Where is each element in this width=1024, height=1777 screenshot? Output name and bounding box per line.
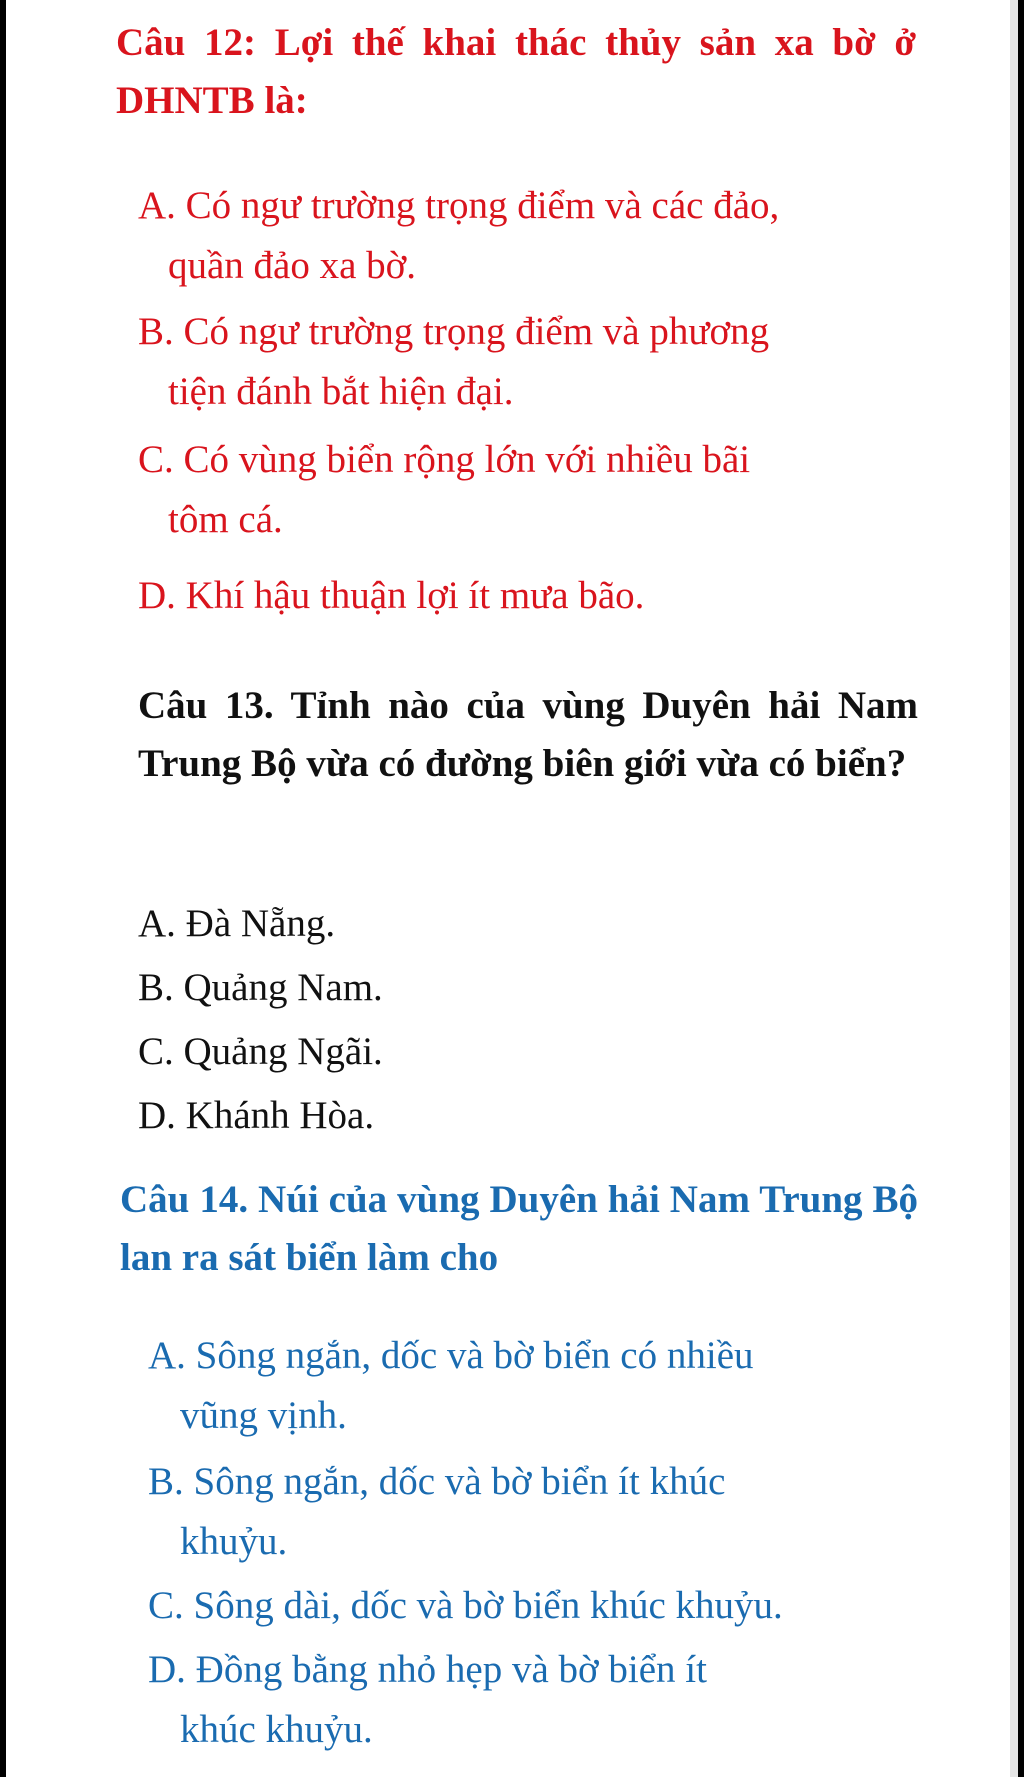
question-14-option-a[interactable] xyxy=(148,1326,916,1446)
question-13-option-c[interactable] xyxy=(138,1022,916,1082)
option-d-line1: D. Khánh Hòa. xyxy=(138,1094,375,1137)
question-13-option-d[interactable] xyxy=(138,1086,916,1146)
question-12-option-b[interactable] xyxy=(138,302,916,422)
option-c-line1: C. Sông dài, dốc và bờ biển khúc khuỷu. xyxy=(148,1584,783,1627)
option-a-line2: vũng vịnh. xyxy=(180,1394,347,1437)
option-b-line2: khuỷu. xyxy=(180,1520,288,1563)
option-b-line2: tiện đánh bắt hiện đại. xyxy=(168,370,514,413)
option-d-line1: D. Đồng bằng nhỏ hẹp và bờ biển ít xyxy=(148,1648,707,1691)
option-c-line1: C. Có vùng biển rộng lớn với nhiều bãi xyxy=(138,438,751,481)
question-14-title: Câu 14. Núi của vùng Duyên hải Nam Trung Bộ lan ra sát biển làm cho xyxy=(120,1178,918,1279)
question-12-title: Câu 12: Lợi thế khai thác thủy sản xa bờ ở DHNTB là: xyxy=(116,21,916,122)
option-a-line1: A. Sông ngắn, dốc và bờ biển có nhiều xyxy=(148,1334,754,1377)
question-13-option-a[interactable] xyxy=(138,894,916,954)
option-d-line2: khúc khuỷu. xyxy=(180,1708,373,1751)
question-13-title: Câu 13. Tỉnh nào của vùng Duyên hải Nam Trung Bộ vừa có đường biên giới vừa có biển? xyxy=(138,684,918,785)
option-b-line1: B. Có ngư trường trọng điểm và phương xyxy=(138,310,770,353)
option-a-line1: A. Đà Nẵng. xyxy=(138,902,336,945)
option-b-line1: B. Quảng Nam. xyxy=(138,966,383,1009)
question-14-option-d[interactable] xyxy=(148,1640,916,1760)
scrollbar-track[interactable] xyxy=(1010,0,1018,1777)
question-14-option-c[interactable] xyxy=(148,1576,916,1636)
option-c-line2: tôm cá. xyxy=(168,498,283,541)
option-c-line1: C. Quảng Ngãi. xyxy=(138,1030,383,1073)
question-13-option-b[interactable] xyxy=(138,958,916,1018)
option-a-line1: A. Có ngư trường trọng điểm và các đảo, xyxy=(138,184,780,227)
option-d-line1: D. Khí hậu thuận lợi ít mưa bão. xyxy=(138,574,645,617)
question-12-option-c[interactable] xyxy=(138,430,916,550)
question-12-option-a[interactable] xyxy=(138,176,916,296)
document-sheet xyxy=(6,0,1018,1777)
option-a-line2: quần đảo xa bờ. xyxy=(168,244,417,287)
question-12-option-d[interactable] xyxy=(138,566,916,626)
question-14-option-b[interactable] xyxy=(148,1452,916,1572)
option-b-line1: B. Sông ngắn, dốc và bờ biển ít khúc xyxy=(148,1460,726,1503)
